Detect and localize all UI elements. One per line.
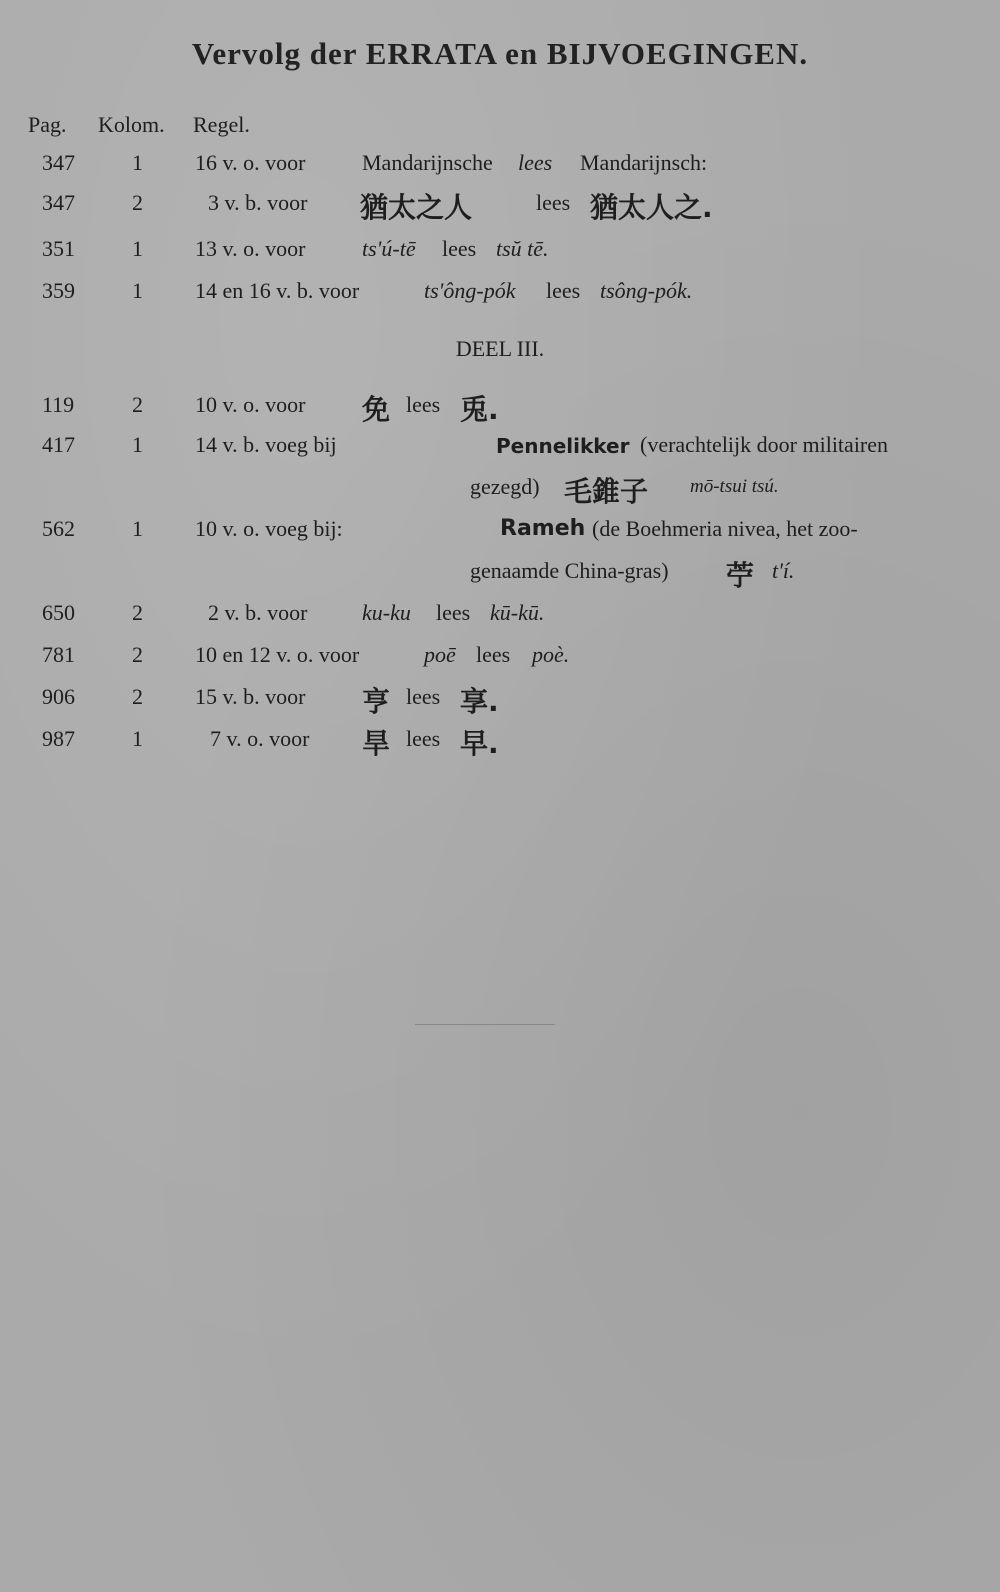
lees-word: lees xyxy=(436,600,471,625)
lees-word: lees xyxy=(476,642,511,667)
page-number: 359 xyxy=(42,278,75,303)
lees-word: lees xyxy=(442,236,477,261)
lees-word: lees xyxy=(546,278,581,303)
page-title: Vervolg der ERRATA en BIJVOEGINGEN. xyxy=(191,36,809,71)
header-pag: Pag. xyxy=(28,112,67,137)
line-ref: 16 v. o. voor xyxy=(195,150,306,175)
column-number: 1 xyxy=(132,278,143,303)
page-number: 351 xyxy=(42,236,75,261)
entry-text: genaamde China-gras) xyxy=(470,558,669,583)
line-ref: 3 v. b. voor xyxy=(208,190,308,215)
entry-headword: Rameh xyxy=(500,516,586,541)
entry-romanization: t'í. xyxy=(772,558,795,583)
correct-text: 享. xyxy=(460,685,499,718)
column-number: 1 xyxy=(132,236,143,261)
column-number: 2 xyxy=(132,684,143,709)
column-number: 1 xyxy=(132,726,143,751)
lees-word: lees xyxy=(406,684,441,709)
line-ref: 15 v. b. voor xyxy=(195,684,306,709)
errata-row-continuation xyxy=(0,474,1000,514)
page-number: 347 xyxy=(42,150,75,175)
wrong-text: 旱 xyxy=(362,727,391,760)
errata-row xyxy=(0,392,1000,432)
correct-text: tsŭ tē. xyxy=(496,236,549,261)
lees-word: lees xyxy=(406,392,441,417)
page-number: 119 xyxy=(42,392,75,417)
errata-row xyxy=(0,684,1000,724)
entry-text: (verachtelijk door militairen xyxy=(640,432,889,457)
entry-chinese: 毛錐子 xyxy=(564,475,649,508)
line-ref: 13 v. o. voor xyxy=(195,236,306,261)
correct-text: 猶太人之. xyxy=(590,191,713,224)
header-kolom: Kolom. xyxy=(98,112,165,137)
errata-row xyxy=(0,642,1000,682)
section-heading: DEEL III. xyxy=(455,336,545,361)
entry-text: gezegd) xyxy=(470,474,540,499)
errata-row xyxy=(0,236,1000,276)
wrong-text: poē xyxy=(424,642,456,667)
column-number: 2 xyxy=(132,600,143,625)
column-number: 1 xyxy=(132,516,143,541)
wrong-text: 免 xyxy=(362,393,391,426)
lees-word: lees xyxy=(536,190,571,215)
errata-row xyxy=(0,726,1000,766)
errata-row xyxy=(0,516,1000,556)
line-ref: 2 v. b. voor xyxy=(208,600,308,625)
correct-text: Mandarijnsch: xyxy=(580,150,708,175)
page-number: 781 xyxy=(42,642,75,667)
wrong-text: ku-ku xyxy=(362,600,411,625)
page-number: 906 xyxy=(42,684,75,709)
line-ref: 7 v. o. voor xyxy=(210,726,310,751)
column-number: 2 xyxy=(132,392,143,417)
page-number: 650 xyxy=(42,600,75,625)
errata-row xyxy=(0,432,1000,472)
correct-text: tsông-pók. xyxy=(600,278,693,303)
errata-row-continuation xyxy=(0,558,1000,598)
page-number: 987 xyxy=(42,726,75,751)
correct-text: 早. xyxy=(460,727,499,760)
line-ref: 10 en 12 v. o. voor xyxy=(195,642,360,667)
lees-word: lees xyxy=(406,726,441,751)
column-number: 2 xyxy=(132,190,143,215)
wrong-text: ts'ông-pók xyxy=(424,278,516,303)
errata-row xyxy=(0,600,1000,640)
entry-chinese: 苧 xyxy=(726,559,755,592)
page-number: 562 xyxy=(42,516,75,541)
header-regel: Regel. xyxy=(193,112,250,137)
wrong-text: Mandarijnsche xyxy=(362,150,493,175)
errata-row xyxy=(0,278,1000,318)
column-number: 1 xyxy=(132,150,143,175)
entry-headword: Pennelikker xyxy=(496,434,630,458)
correct-text: 兎. xyxy=(460,393,499,426)
errata-row xyxy=(0,190,1000,230)
page-number: 417 xyxy=(42,432,75,457)
page-number: 347 xyxy=(42,190,75,215)
column-number: 2 xyxy=(132,642,143,667)
entry-romanization: mō-tsui tsú. xyxy=(690,476,779,497)
wrong-text: 猶太之人 xyxy=(360,191,473,224)
line-ref: 10 v. o. voor xyxy=(195,392,306,417)
closing-rule xyxy=(415,1024,555,1025)
line-ref: 14 v. b. voeg bij xyxy=(195,432,337,457)
errata-row xyxy=(0,150,1000,190)
entry-text: (de Boehmeria nivea, het zoo- xyxy=(592,516,858,541)
column-number: 1 xyxy=(132,432,143,457)
line-ref: 14 en 16 v. b. voor xyxy=(195,278,360,303)
lees-word: lees xyxy=(518,150,553,175)
line-ref: 10 v. o. voeg bij: xyxy=(195,516,343,541)
wrong-text: 亨 xyxy=(362,685,391,718)
wrong-text: ts'ú-tē xyxy=(362,236,416,261)
correct-text: kū-kū. xyxy=(490,600,545,625)
correct-text: poè. xyxy=(532,642,570,667)
